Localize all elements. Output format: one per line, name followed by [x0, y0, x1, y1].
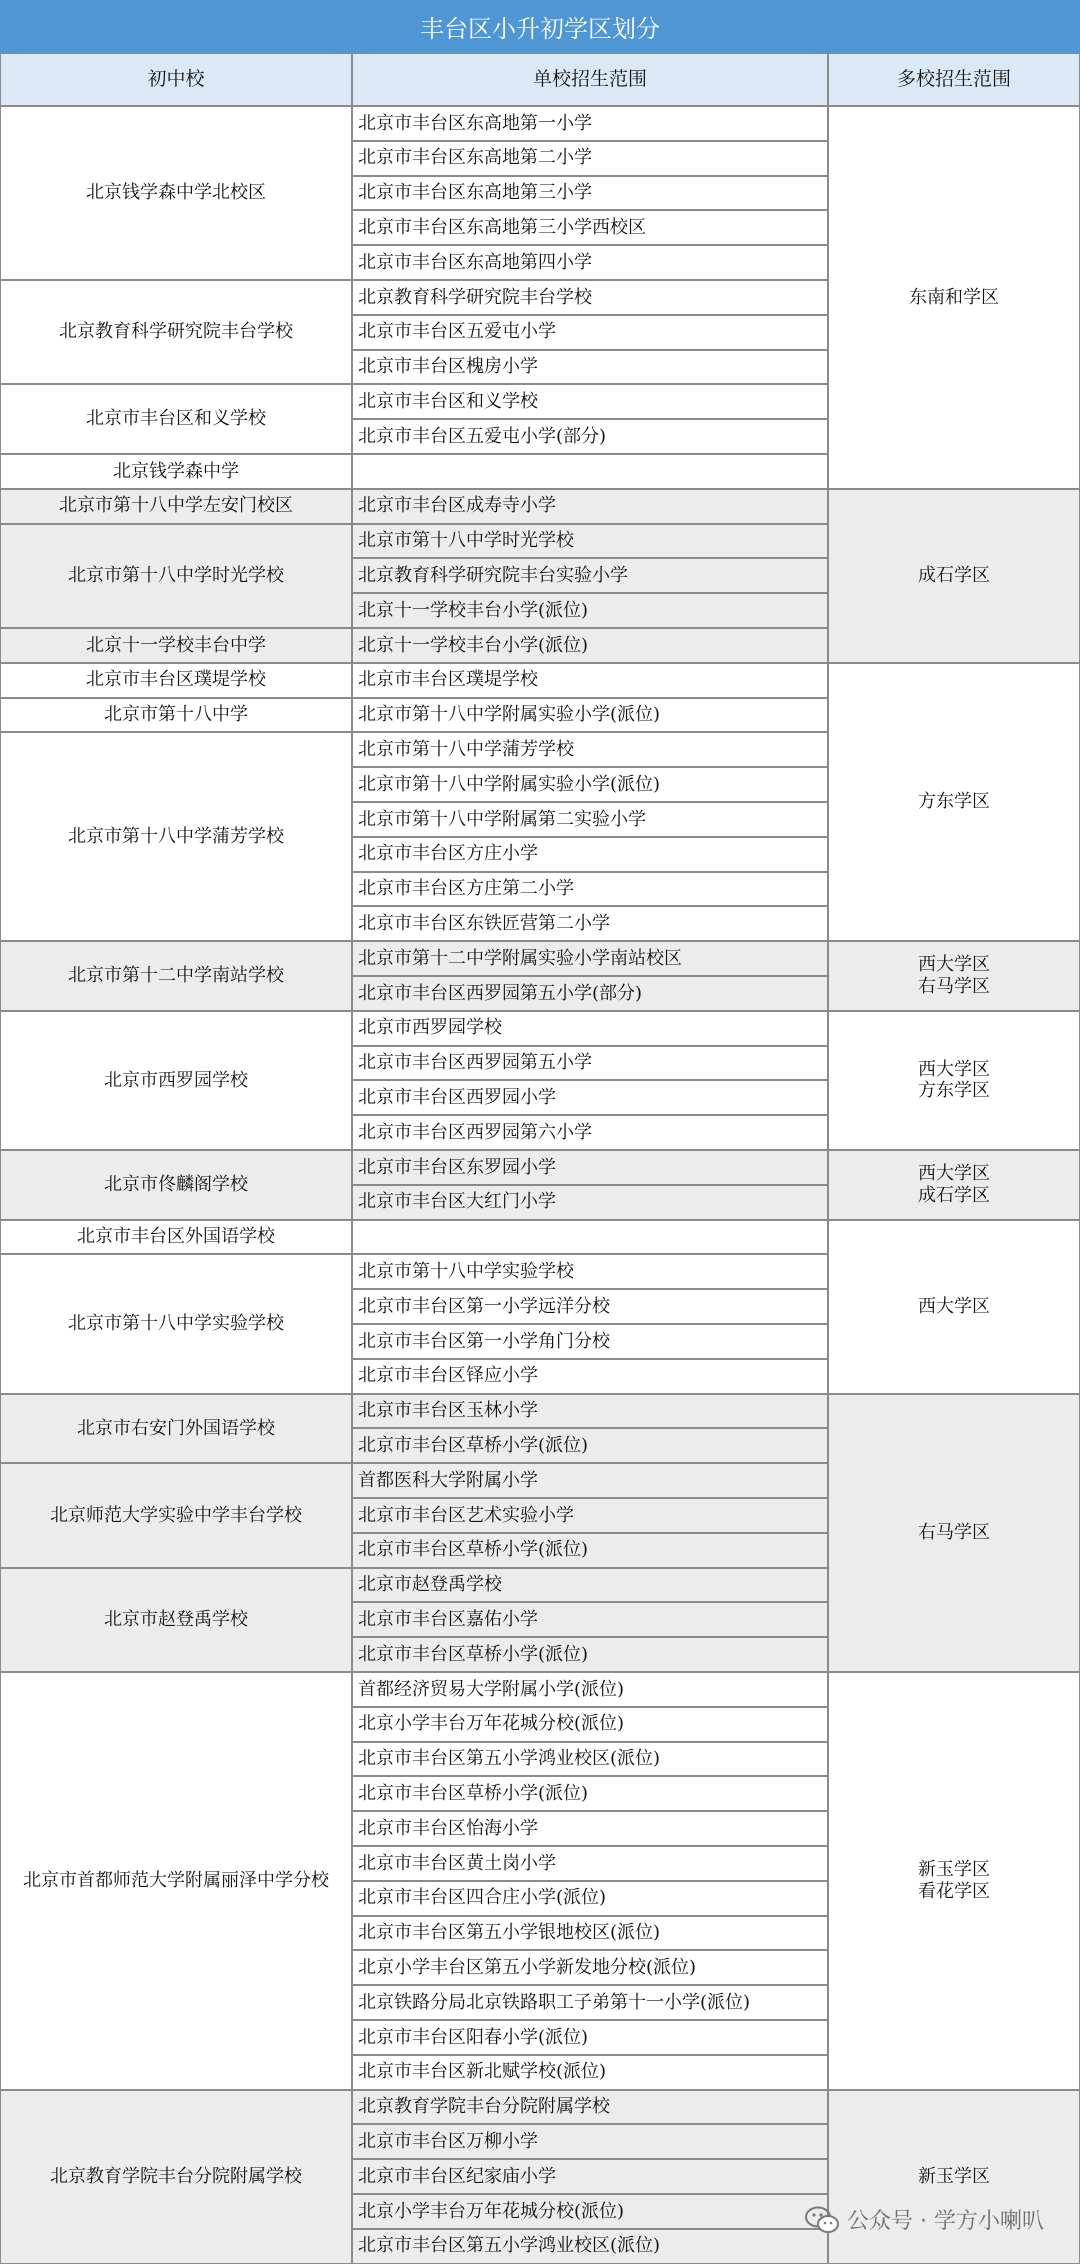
primary-school-cell: 北京铁路分局北京铁路职工子弟第十一小学(派位) [352, 1985, 828, 2020]
primary-school-cell: 北京市第十八中学附属实验小学(派位) [352, 767, 828, 802]
middle-school-cell: 北京市丰台区外国语学校 [0, 1220, 352, 1255]
middle-school-cell: 北京市丰台区璞堤学校 [0, 663, 352, 698]
middle-school-cell: 北京市第十八中学实验学校 [0, 1254, 352, 1393]
multi-range-cell [828, 106, 1080, 489]
multi-range-cell [828, 489, 1080, 663]
primary-school-cell: 北京市丰台区东高地第一小学 [352, 106, 828, 141]
district-name: 西大学区 [918, 1295, 990, 1317]
primary-school-cell: 北京市丰台区玉林小学 [352, 1394, 828, 1429]
primary-school-cell: 北京市丰台区草桥小学(派位) [352, 1637, 828, 1672]
primary-school-cell: 北京市丰台区第五小学鸿业校区(派位) [352, 1742, 828, 1777]
primary-school-cell: 北京小学丰台万年花城分校(派位) [352, 2194, 828, 2229]
primary-school-cell: 北京市丰台区璞堤学校 [352, 663, 828, 698]
primary-school-cell: 北京市丰台区东高地第二小学 [352, 141, 828, 176]
primary-school-cell: 北京市第十八中学时光学校 [352, 524, 828, 559]
middle-school-cell: 北京市第十八中学时光学校 [0, 524, 352, 628]
primary-school-cell: 北京市第十八中学蒲芳学校 [352, 732, 828, 767]
primary-school-cell: 北京市丰台区西罗园小学 [352, 1080, 828, 1115]
primary-school-cell: 北京市丰台区万柳小学 [352, 2124, 828, 2159]
multi-range-cell [828, 941, 1080, 1011]
district-name: 方东学区 [918, 791, 990, 813]
primary-school-cell: 北京市丰台区大红门小学 [352, 1185, 828, 1220]
primary-school-cell: 北京市丰台区东铁匠营第二小学 [352, 906, 828, 941]
primary-school-cell: 北京市丰台区东高地第三小学 [352, 176, 828, 211]
primary-school-cell: 北京市赵登禹学校 [352, 1568, 828, 1603]
primary-school-cell: 北京市丰台区五爱屯小学 [352, 315, 828, 350]
primary-school-cell: 北京教育科学研究院丰台实验小学 [352, 558, 828, 593]
middle-school-cell: 北京市第十八中学 [0, 698, 352, 733]
table-title: 丰台区小升初学区划分 [0, 0, 1080, 53]
district-name: 右马学区 [918, 1521, 990, 1543]
multi-range-cell [828, 1011, 1080, 1150]
district-name: 右马学区 [918, 975, 990, 997]
middle-school-cell: 北京十一学校丰台中学 [0, 628, 352, 663]
primary-school-cell: 北京市丰台区五爱屯小学(部分) [352, 419, 828, 454]
primary-school-cell: 北京市丰台区西罗园第五小学(部分) [352, 976, 828, 1011]
primary-school-cell: 北京市丰台区东罗园小学 [352, 1150, 828, 1185]
primary-school-cell: 北京市丰台区东高地第四小学 [352, 245, 828, 280]
primary-school-cell: 北京教育科学研究院丰台学校 [352, 280, 828, 315]
middle-school-cell: 北京市首都师范大学附属丽泽中学分校 [0, 1672, 352, 2090]
primary-school-cell: 北京市丰台区怡海小学 [352, 1811, 828, 1846]
primary-school-cell: 北京市丰台区铎应小学 [352, 1359, 828, 1394]
primary-school-cell: 北京市丰台区和义学校 [352, 384, 828, 419]
primary-school-cell: 北京市丰台区草桥小学(派位) [352, 1533, 828, 1568]
primary-school-cell: 北京市丰台区黄土岗小学 [352, 1846, 828, 1881]
primary-school-cell: 北京市丰台区槐房小学 [352, 350, 828, 385]
primary-school-cell [352, 1220, 828, 1255]
multi-range-cell [828, 1394, 1080, 1672]
middle-school-cell: 北京师范大学实验中学丰台学校 [0, 1463, 352, 1567]
multi-range-cell [828, 1220, 1080, 1394]
district-name: 东南和学区 [909, 286, 999, 308]
district-name: 成石学区 [918, 1184, 990, 1206]
multi-range-cell [828, 1150, 1080, 1220]
primary-school-cell: 北京市丰台区草桥小学(派位) [352, 1428, 828, 1463]
primary-school-cell: 北京市丰台区方庄小学 [352, 837, 828, 872]
primary-school-cell: 北京市丰台区西罗园第五小学 [352, 1046, 828, 1081]
primary-school-cell: 北京小学丰台区第五小学新发地分校(派位) [352, 1950, 828, 1985]
district-name: 方东学区 [918, 1080, 990, 1102]
watermark-text: 公众号 · 学方小喇叭 [847, 2209, 1044, 2234]
header-middle-school: 初中校 [0, 53, 352, 106]
primary-school-cell: 北京市丰台区成寿寺小学 [352, 489, 828, 524]
multi-range-cell [828, 663, 1080, 941]
middle-school-cell: 北京教育学院丰台分院附属学校 [0, 2090, 352, 2264]
district-name: 成石学区 [918, 565, 990, 586]
district-name: 西大学区 [918, 954, 990, 976]
primary-school-cell: 北京市丰台区方庄第二小学 [352, 872, 828, 907]
middle-school-cell: 北京市第十二中学南站学校 [0, 941, 352, 1011]
primary-school-cell: 北京市丰台区东高地第三小学西校区 [352, 210, 828, 245]
middle-school-cell: 北京市第十八中学蒲芳学校 [0, 732, 352, 941]
middle-school-cell: 北京市丰台区和义学校 [0, 384, 352, 454]
primary-school-cell: 首都经济贸易大学附属小学(派位) [352, 1672, 828, 1707]
primary-school-cell: 北京市丰台区四合庄小学(派位) [352, 1881, 828, 1916]
primary-school-cell [352, 454, 828, 489]
header-single-range: 单校招生范围 [352, 53, 828, 106]
primary-school-cell: 北京市丰台区新北赋学校(派位) [352, 2055, 828, 2090]
multi-range-cell [828, 1672, 1080, 2090]
middle-school-cell: 北京钱学森中学 [0, 454, 352, 489]
primary-school-cell: 北京十一学校丰台小学(派位) [352, 593, 828, 628]
primary-school-cell: 北京市丰台区纪家庙小学 [352, 2159, 828, 2194]
primary-school-cell: 北京市丰台区草桥小学(派位) [352, 1776, 828, 1811]
watermark [805, 2204, 1044, 2235]
primary-school-cell: 北京市丰台区西罗园第六小学 [352, 1115, 828, 1150]
primary-school-cell: 北京市丰台区第一小学远洋分校 [352, 1289, 828, 1324]
primary-school-cell: 北京市丰台区第一小学角门分校 [352, 1324, 828, 1359]
primary-school-cell: 北京十一学校丰台小学(派位) [352, 628, 828, 663]
middle-school-cell: 北京钱学森中学北校区 [0, 106, 352, 280]
district-name: 西大学区 [918, 1058, 990, 1080]
primary-school-cell: 北京市丰台区第五小学鸿业校区(派位) [352, 2229, 828, 2264]
middle-school-cell: 北京市第十八中学左安门校区 [0, 489, 352, 524]
primary-school-cell: 北京市第十八中学实验学校 [352, 1254, 828, 1289]
district-name: 新玉学区 [918, 2165, 990, 2187]
primary-school-cell: 北京市第十八中学附属实验小学(派位) [352, 698, 828, 733]
primary-school-cell: 北京小学丰台万年花城分校(派位) [352, 1707, 828, 1742]
middle-school-cell: 北京教育科学研究院丰台学校 [0, 280, 352, 384]
middle-school-cell: 北京市西罗园学校 [0, 1011, 352, 1150]
primary-school-cell: 北京市丰台区嘉佑小学 [352, 1602, 828, 1637]
multi-range-cell [828, 2090, 1080, 2264]
primary-school-cell: 北京市丰台区艺术实验小学 [352, 1498, 828, 1533]
middle-school-cell: 北京市右安门外国语学校 [0, 1394, 352, 1464]
district-name: 西大学区 [918, 1163, 990, 1185]
primary-school-cell: 北京市第十八中学附属第二实验小学 [352, 802, 828, 837]
middle-school-cell: 北京市佟麟阁学校 [0, 1150, 352, 1220]
district-name: 新玉学区 [918, 1859, 990, 1881]
wechat-icon [805, 2206, 839, 2234]
primary-school-cell: 北京市丰台区阳春小学(派位) [352, 2020, 828, 2055]
primary-school-cell: 首都医科大学附属小学 [352, 1463, 828, 1498]
header-multi-range: 多校招生范围 [828, 53, 1080, 106]
primary-school-cell: 北京教育学院丰台分院附属学校 [352, 2090, 828, 2125]
primary-school-cell: 北京市丰台区第五小学银地校区(派位) [352, 1916, 828, 1951]
middle-school-cell: 北京市赵登禹学校 [0, 1568, 352, 1672]
district-name: 看花学区 [918, 1880, 990, 1902]
primary-school-cell: 北京市第十二中学附属实验小学南站校区 [352, 941, 828, 976]
primary-school-cell: 北京市西罗园学校 [352, 1011, 828, 1046]
